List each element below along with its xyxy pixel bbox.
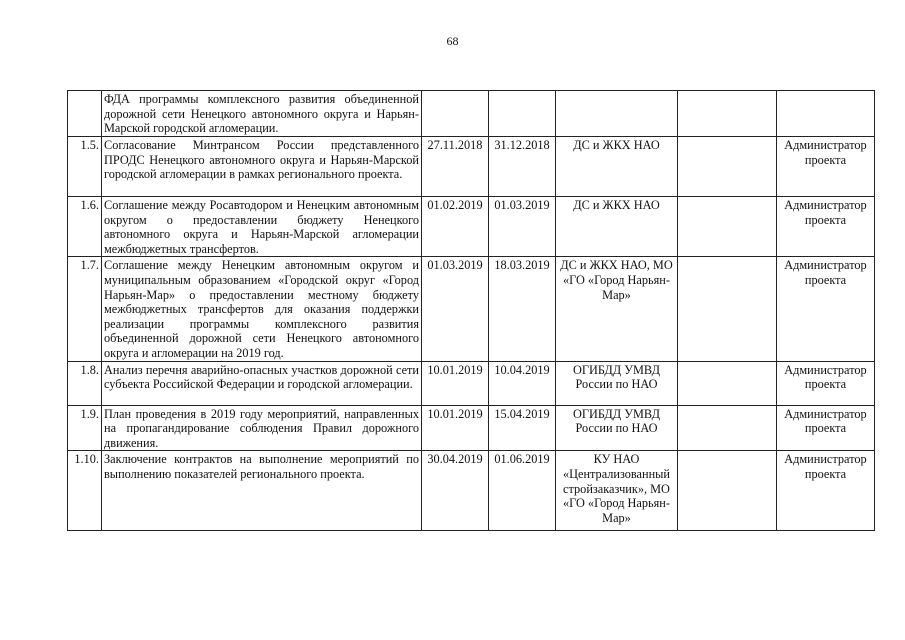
- responsible-cell: ДС и ЖКХ НАО, МО «ГО «Город Нарьян-Мар»: [556, 257, 678, 361]
- end-date-cell: 10.04.2019: [489, 361, 556, 405]
- empty-cell: [678, 405, 777, 451]
- empty-cell: [678, 197, 777, 257]
- end-date-cell: 15.04.2019: [489, 405, 556, 451]
- activity-name-cell: План проведения в 2019 году мероприятий, направленных на пропагандирование соблюдения Правил дорожного движения.: [102, 405, 422, 451]
- start-date-cell: 01.02.2019: [422, 197, 489, 257]
- table-row: [68, 361, 875, 405]
- row-number-cell: 1.7.: [68, 257, 102, 361]
- start-date-cell: 30.04.2019: [422, 451, 489, 531]
- role-cell: Администратор проекта: [777, 197, 875, 257]
- end-date-cell: 01.06.2019: [489, 451, 556, 531]
- responsible-cell: [556, 91, 678, 137]
- end-date-cell: 01.03.2019: [489, 197, 556, 257]
- start-date-cell: 10.01.2019: [422, 361, 489, 405]
- responsible-cell: КУ НАО «Централизованный стройзаказчик», МО «ГО «Город Нарьян-Мар»: [556, 451, 678, 531]
- role-cell: Администратор проекта: [777, 257, 875, 361]
- role-cell: Администратор проекта: [777, 137, 875, 197]
- table-row: [68, 91, 875, 137]
- table-row: [68, 197, 875, 257]
- row-number-cell: 1.6.: [68, 197, 102, 257]
- table-row: [68, 451, 875, 531]
- row-number-cell: 1.5.: [68, 137, 102, 197]
- role-cell: Администратор проекта: [777, 361, 875, 405]
- row-number-cell: 1.8.: [68, 361, 102, 405]
- table-row: [68, 405, 875, 451]
- activity-name-cell: Заключение контрактов на выполнение мероприятий по выполнению показателей регионального проекта.: [102, 451, 422, 531]
- empty-cell: [678, 361, 777, 405]
- table-row: [68, 257, 875, 361]
- start-date-cell: 27.11.2018: [422, 137, 489, 197]
- empty-cell: [678, 451, 777, 531]
- activity-name-cell: Соглашение между Росавтодором и Ненецким автономным округом о предоставлении бюджету Ненецкого автономного округа и Нарьян-Марской агломерации межбюджетных трансфертов.: [102, 197, 422, 257]
- end-date-cell: 31.12.2018: [489, 137, 556, 197]
- activity-name-cell: Анализ перечня аварийно-опасных участков дорожной сети субъекта Российской Федерации и городской агломерации.: [102, 361, 422, 405]
- responsible-cell: ОГИБДД УМВД России по НАО: [556, 361, 678, 405]
- empty-cell: [678, 91, 777, 137]
- start-date-cell: 10.01.2019: [422, 405, 489, 451]
- end-date-cell: 18.03.2019: [489, 257, 556, 361]
- table-row: [68, 137, 875, 197]
- start-date-cell: [422, 91, 489, 137]
- role-cell: [777, 91, 875, 137]
- end-date-cell: [489, 91, 556, 137]
- project-activities-table: [67, 90, 875, 531]
- row-number-cell: 1.10.: [68, 451, 102, 531]
- page-number: 68: [446, 34, 459, 48]
- start-date-cell: 01.03.2019: [422, 257, 489, 361]
- role-cell: Администратор проекта: [777, 451, 875, 531]
- activity-name-cell: Соглашение между Ненецким автономным округом и муниципальным образованием «Городской округ «Город Нарьян-Мар» о предоставлении местному бюджету межбюджетных трансфертов для оказания поддержки реализации программы комплексного развития объединенной дорожной сети Ненецкого автономного округа и агломерации на 2019 год.: [102, 257, 422, 361]
- role-cell: Администратор проекта: [777, 405, 875, 451]
- empty-cell: [678, 257, 777, 361]
- empty-cell: [678, 137, 777, 197]
- responsible-cell: ДС и ЖКХ НАО: [556, 197, 678, 257]
- row-number-cell: 1.9.: [68, 405, 102, 451]
- responsible-cell: ОГИБДД УМВД России по НАО: [556, 405, 678, 451]
- responsible-cell: ДС и ЖКХ НАО: [556, 137, 678, 197]
- activity-name-cell: ФДА программы комплексного развития объединенной дорожной сети Ненецкого автономного округа и Нарьян-Марской городской агломерации.: [102, 91, 422, 137]
- activity-name-cell: Согласование Минтрансом России представленного ПРОДС Ненецкого автономного округа и Нарьян-Марской городской агломерации в рамках регионального проекта.: [102, 137, 422, 197]
- row-number-cell: [68, 91, 102, 137]
